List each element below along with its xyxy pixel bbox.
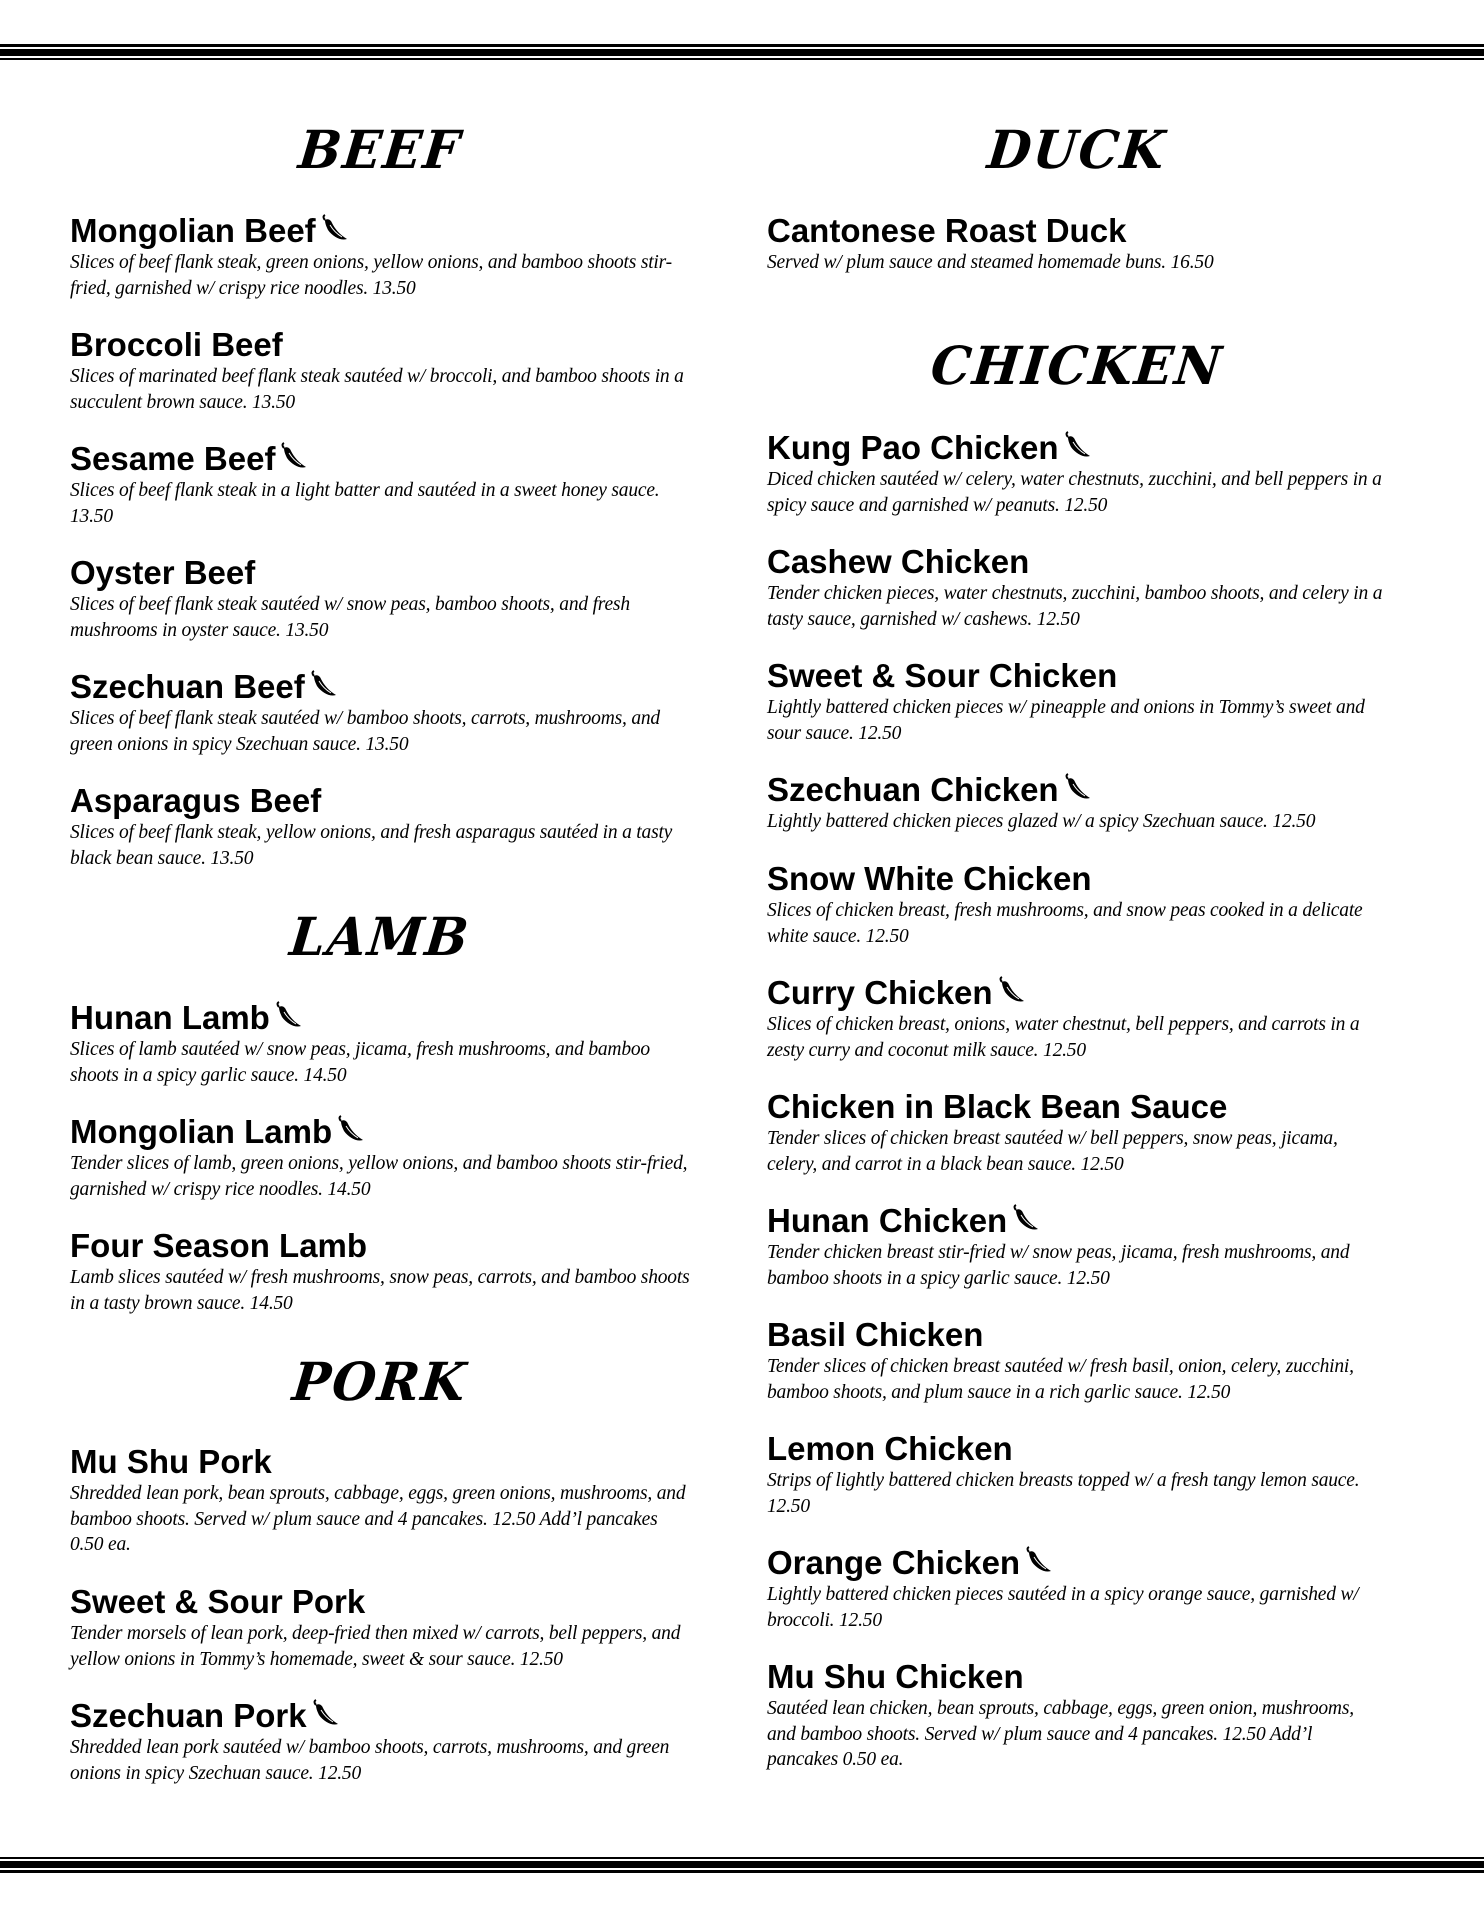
item-description: Slices of chicken breast, onions, water chestnut, bell peppers, and carrots in a zesty curry and coconut milk sauce. 12.50 [767,1014,1360,1061]
menu-item [70,1114,690,1202]
item-name-text: Mu Shu Pork [70,1443,272,1480]
item-name [70,327,690,363]
item-name [767,1317,1387,1353]
item-name [767,1203,1387,1239]
item-description: Strips of lightly battered chicken breasts topped w/ a fresh tangy lemon sauce. 12.50 [767,1470,1360,1517]
item-name [70,1584,690,1620]
menu-item [70,1228,690,1316]
menu-item [767,1203,1387,1291]
chili-pepper-icon [1011,1204,1041,1234]
item-name [767,1431,1387,1467]
item-name-text: Szechuan Pork [70,1697,307,1734]
item-name-text: Kung Pao Chicken [767,429,1059,466]
item-name-text: Asparagus Beef [70,782,322,819]
item-name-text: Cashew Chicken [767,543,1030,580]
item-name [767,213,1387,249]
chili-pepper-icon [1063,773,1093,803]
item-description: Slices of beef flank steak, yellow onions, and fresh asparagus sautéed in a tasty black bean sauce. 13.50 [70,822,673,869]
menu-item [767,430,1387,518]
menu-item [767,861,1387,949]
item-description: Lightly battered chicken pieces w/ pineapple and onions in Tommy’s sweet and sour sauce. 12.50 [767,697,1365,744]
item-description: Diced chicken sautéed w/ celery, water chestnuts, zucchini, and bell peppers in a spicy sauce and garnished w/ peanuts. 12.50 [767,469,1382,516]
chili-pepper-icon [1024,1546,1054,1576]
section-title-lamb: LAMB [287,905,474,968]
menu-item [767,213,1387,276]
item-name [70,669,690,705]
item-name [70,555,690,591]
item-name-text: Szechuan Chicken [767,771,1059,808]
menu-item [70,441,690,529]
item-name-text: Mu Shu Chicken [767,1658,1024,1695]
item-name-text: Sweet & Sour Chicken [767,657,1118,694]
item-description: Lamb slices sautéed w/ fresh mushrooms, snow peas, carrots, and bamboo shoots in a tasty brown sauce. 14.50 [70,1267,690,1314]
item-name-text: Orange Chicken [767,1544,1021,1581]
item-name-text: Sesame Beef [70,440,276,477]
item-name-text: Mongolian Beef [70,212,316,249]
item-name [70,1228,690,1264]
item-name-text: Four Season Lamb [70,1227,368,1264]
chili-pepper-icon [279,442,309,472]
chili-pepper-icon [320,214,350,244]
item-description: Tender chicken breast stir-fried w/ snow peas, jicama, fresh mushrooms, and bamboo shoots in a spicy garlic sauce. 12.50 [767,1242,1350,1289]
item-description: Lightly battered chicken pieces sautéed in a spicy orange sauce, garnished w/ broccoli. 12.50 [767,1584,1359,1631]
item-description: Shredded lean pork, bean sprouts, cabbage, eggs, green onions, mushrooms, and bamboo shoots. Served w/ plum sauce and 4 pancakes. 12.50 Add’l pancakes 0.50 ea. [70,1483,686,1555]
section-title-chicken: CHICKEN [928,334,1227,397]
item-name [70,783,690,819]
menu-item [70,669,690,757]
item-description: Shredded lean pork sautéed w/ bamboo shoots, carrots, mushrooms, and green onions in spicy Szechuan sauce. 12.50 [70,1737,670,1784]
item-name [767,658,1387,694]
item-description: Slices of beef flank steak sautéed w/ snow peas, bamboo shoots, and fresh mushrooms in oyster sauce. 13.50 [70,594,630,641]
item-name [767,1659,1387,1695]
item-description: Tender slices of chicken breast sautéed w/ fresh basil, onion, celery, zucchini, bamboo shoots, and plum sauce in a rich garlic sauce. 12.50 [767,1356,1354,1403]
item-name-text: Szechuan Beef [70,668,305,705]
item-name-text: Cantonese Roast Duck [767,212,1127,249]
item-description: Tender slices of chicken breast sautéed w/ bell peppers, snow peas, jicama, celery, and carrot in a black bean sauce. 12.50 [767,1128,1338,1175]
menu-item [70,555,690,643]
menu-item [767,1089,1387,1177]
item-name-text: Mongolian Lamb [70,1113,333,1150]
chili-pepper-icon [1063,431,1093,461]
menu-item [70,1000,690,1088]
menu-item [767,1659,1387,1773]
item-description: Tender morsels of lean pork, deep-fried then mixed w/ carrots, bell peppers, and yellow onions in Tommy’s homemade, sweet & sour sauce. 12.50 [70,1623,681,1670]
item-name-text: Sweet & Sour Pork [70,1583,366,1620]
item-name [70,213,690,249]
item-description: Slices of chicken breast, fresh mushrooms, and snow peas cooked in a delicate white sauce. 12.50 [767,900,1363,947]
item-name [767,544,1387,580]
section-title-duck: DUCK [984,118,1170,181]
item-name-text: Curry Chicken [767,974,993,1011]
menu-item [767,1545,1387,1633]
item-description: Slices of marinated beef flank steak sautéed w/ broccoli, and bamboo shoots in a succulent brown sauce. 13.50 [70,366,684,413]
menu-item [70,1444,690,1558]
item-name [767,975,1387,1011]
chili-pepper-icon [311,1699,341,1729]
item-name [767,861,1387,897]
item-description: Slices of beef flank steak sautéed w/ bamboo shoots, carrots, mushrooms, and green onions in spicy Szechuan sauce. 13.50 [70,708,660,755]
item-description: Sautéed lean chicken, bean sprouts, cabbage, eggs, green onion, mushrooms, and bamboo shoots. Served w/ plum sauce and 4 pancakes. 12.50 Add’l pancakes 0.50 ea. [767,1698,1354,1770]
item-name [70,1000,690,1036]
chili-pepper-icon [274,1001,304,1031]
item-name [767,772,1387,808]
item-description: Tender slices of lamb, green onions, yellow onions, and bamboo shoots stir-fried, garnished w/ crispy rice noodles. 14.50 [70,1153,688,1200]
menu-item [767,975,1387,1063]
chili-pepper-icon [997,976,1027,1006]
item-description: Slices of lamb sautéed w/ snow peas, jicama, fresh mushrooms, and bamboo shoots in a spicy garlic sauce. 14.50 [70,1039,650,1086]
item-name [767,430,1387,466]
item-name-text: Snow White Chicken [767,860,1092,897]
menu-item [70,1584,690,1672]
item-name-text: Hunan Chicken [767,1202,1008,1239]
menu-item [767,544,1387,632]
item-name-text: Lemon Chicken [767,1430,1013,1467]
menu-item [70,327,690,415]
item-description: Served w/ plum sauce and steamed homemade buns. 16.50 [767,252,1214,273]
item-name-text: Hunan Lamb [70,999,270,1036]
item-description: Slices of beef flank steak in a light batter and sautéed in a sweet honey sauce. 13.50 [70,480,660,527]
menu-item [70,1698,690,1786]
menu-item [767,772,1387,835]
item-description: Lightly battered chicken pieces glazed w/ a spicy Szechuan sauce. 12.50 [767,811,1316,832]
item-name [767,1545,1387,1581]
item-name-text: Chicken in Black Bean Sauce [767,1088,1228,1125]
item-name [70,1444,690,1480]
item-description: Tender chicken pieces, water chestnuts, zucchini, bamboo shoots, and celery in a tasty sauce, garnished w/ cashews. 12.50 [767,583,1383,630]
item-name-text: Basil Chicken [767,1316,984,1353]
menu-item [70,783,690,871]
item-name-text: Broccoli Beef [70,326,283,363]
item-name-text: Oyster Beef [70,554,256,591]
chili-pepper-icon [309,670,339,700]
item-description: Slices of beef flank steak, green onions, yellow onions, and bamboo shoots stir-fried, garnished w/ crispy rice noodles. 13.50 [70,252,672,299]
item-name [70,1698,690,1734]
menu-item [767,1317,1387,1405]
section-title-pork: PORK [289,1350,471,1413]
menu-item [767,1431,1387,1519]
menu-item [70,213,690,301]
menu-item [767,658,1387,746]
section-title-beef: BEEF [295,118,465,181]
item-name [767,1089,1387,1125]
item-name [70,441,690,477]
item-name [70,1114,690,1150]
chili-pepper-icon [336,1115,366,1145]
